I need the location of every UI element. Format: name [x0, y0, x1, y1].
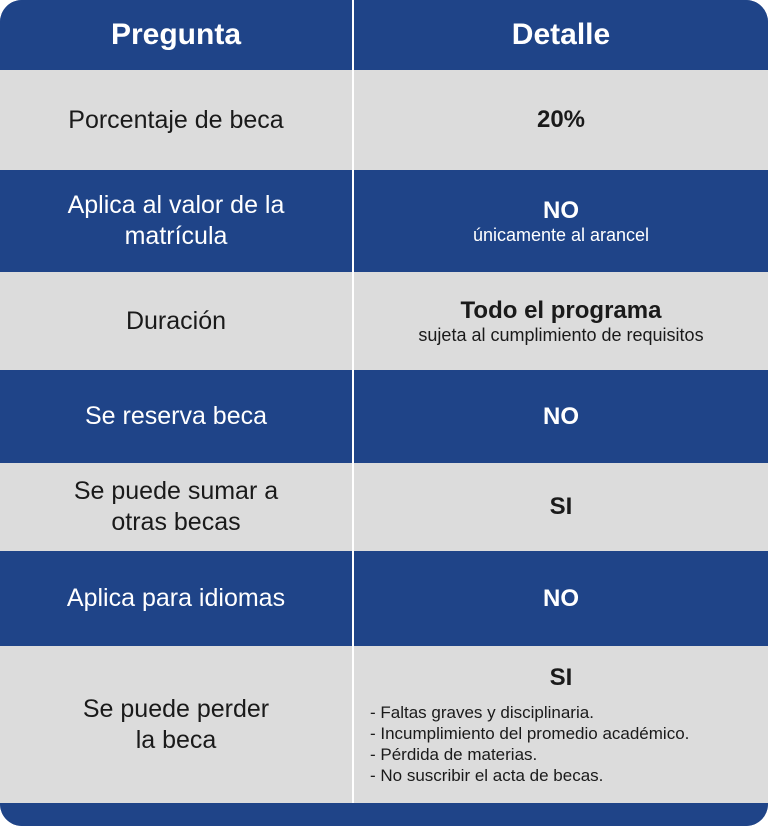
answer-value: NO [543, 584, 579, 612]
question-cell: Aplica para idiomas [66, 584, 286, 612]
loss-reasons-list [354, 702, 689, 786]
answer-cell [352, 551, 768, 646]
list-item: - Pérdida de materias. [370, 745, 538, 764]
table-row [0, 646, 768, 803]
list-item: - Faltas graves y disciplinaria. [370, 703, 594, 722]
question-cell: Porcentaje de beca [68, 105, 284, 134]
answer-value: NO [543, 197, 579, 224]
table-row [0, 70, 768, 170]
answer-value: NO [543, 402, 579, 430]
list-item: - Incumplimiento del promedio académico. [370, 724, 690, 743]
answer-cell [352, 272, 768, 370]
answer-cell [352, 70, 768, 170]
answer-cell [352, 170, 768, 272]
answer-cell [352, 646, 768, 803]
answer-cell [352, 463, 768, 551]
answer-value: SI [549, 664, 573, 691]
table-row [0, 272, 768, 370]
list-item: - No suscribir el acta de becas. [370, 766, 604, 785]
header-pregunta: Pregunta [110, 18, 242, 51]
header-detalle: Detalle [352, 0, 768, 70]
table-header [0, 0, 768, 70]
question-cell: Duración [125, 306, 227, 335]
table-row [0, 370, 768, 463]
answer-value: 20% [536, 106, 586, 133]
table-row [0, 551, 768, 646]
answer-note: sujeta al cumplimiento de requisitos [418, 325, 704, 345]
answer-value: SI [549, 493, 573, 520]
table-row [0, 463, 768, 551]
question-cell: Se puede sumar a otras becas [73, 477, 279, 536]
table-footer-bar [0, 803, 768, 826]
answer-note: únicamente al arancel [472, 225, 650, 245]
question-cell: Se puede perder la beca [82, 694, 270, 754]
question-cell: Aplica al valor de la matrícula [67, 191, 285, 250]
answer-cell [352, 370, 768, 463]
question-cell: Se reserva beca [84, 402, 268, 430]
table-row [0, 170, 768, 272]
answer-value: Todo el programa [460, 297, 662, 324]
